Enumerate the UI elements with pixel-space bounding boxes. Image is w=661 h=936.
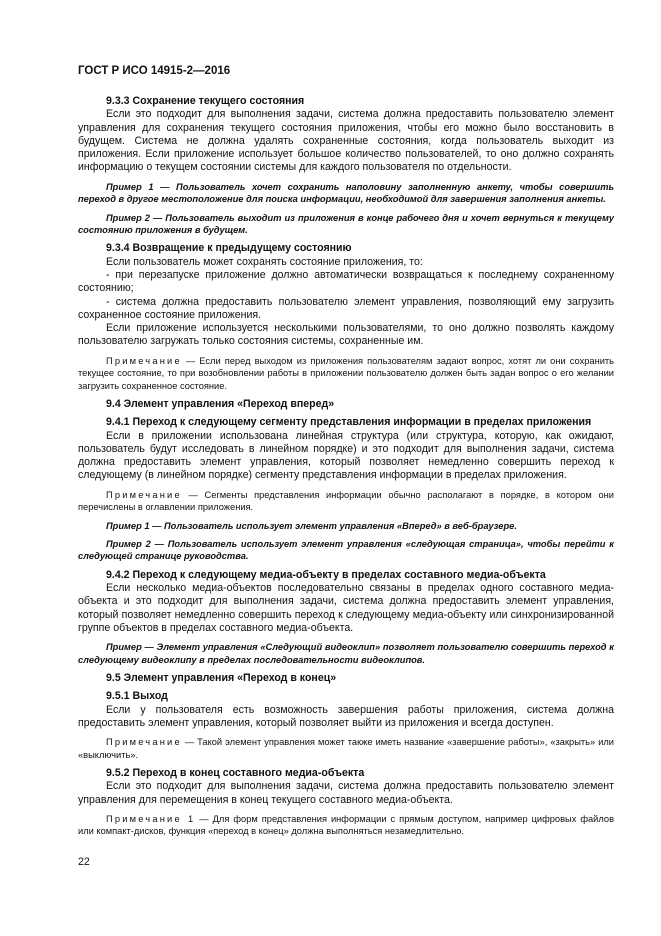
example: Пример 1 — Пользователь хочет сохранить наполовину заполненную анкету, чтобы совершить переход в другое местоположение для поиска информации, необходимой для завершения заполнения анкеты.	[78, 181, 614, 205]
note-text: — Для форм представления информации с прямым доступом, например цифровых файлов или компакт-дисков, функция «переход в конец» должна выполняться незамедлительно.	[78, 814, 615, 837]
page-content	[78, 95, 614, 838]
section-heading-9-4-1: 9.4.1 Переход к следующему сегменту представления информации в пределах приложения	[106, 416, 592, 429]
note-label: Примечание	[106, 355, 182, 366]
note	[78, 355, 614, 392]
example: Пример 2 — Пользователь выходит из приложения в конце рабочего дня и хочет вернуться к текущему состоянию приложения в будущем.	[78, 212, 614, 235]
section-heading-9-5-2: 9.5.2 Переход в конец составного медиа-объекта	[106, 767, 365, 780]
note-text: — Если перед выходом из приложения пользователям задают вопрос, хотят ли они сохранить текущее состояние, то при возобновлении работы в приложении пользователю должен быть задан вопрос о его желании загрузить сохраненное состояние.	[78, 355, 614, 391]
paragraph: Если это подходит для выполнения задачи, система должна предоставить пользователю элемент управления для перемещения в конец текущего составного медиа-объекта.	[78, 780, 614, 806]
section-heading-9-4: 9.4 Элемент управления «Переход вперед»	[106, 398, 335, 410]
example: Пример 2 — Пользователь использует элемент управления «следующая страница», чтобы перейти к следующей странице руководства.	[78, 539, 614, 562]
section-heading-9-3-4: 9.3.4 Возвращение к предыдущему состоянию	[106, 242, 352, 255]
paragraph: Если у пользователя есть возможность завершения работы приложения, система должна предоставить элемент управления, который позволяет выйти из приложения и всегда доступен.	[78, 703, 614, 729]
paragraph: Если это подходит для выполнения задачи, система должна предоставить пользователю элемент управления для сохранения текущего состояния приложения, чтобы его можно было восстановить в будущем. Система не должна удалять сохраненные состояния, когда пользователь выходит из приложения. Если приложение использует большое количество пользователей, то оно должно сохранять информацию о текущем состоянии системы для каждого пользователя по отдельности.	[78, 108, 614, 174]
example: Пример — Элемент управления «Следующий видеоклип» позволяет пользователю совершить переход к следующему видеоклипу в пределах последовательности видеоклипов.	[78, 642, 614, 665]
paragraph: Если несколько медиа-объектов последовательно связаны в пределах одного составного медиа-объекта и это подходит для выполнения задачи, система должна предоставить элемент управления, который позволяет немедленно совершить переход к следующему медиа-объекту или синхронизированной группе объектов в пределах составного медиа-объекта.	[78, 582, 614, 634]
section-heading-9-5-1: 9.5.1 Выход	[106, 690, 168, 703]
list-item: - система должна предоставить пользователю элемент управления, позволяющий ему загрузить сохраненное состояние приложения.	[78, 295, 614, 321]
paragraph: Если приложение используется несколькими пользователями, то оно должно позволять каждому пользователю загружать только состояния системы, сохраненные им.	[78, 322, 614, 348]
note	[78, 489, 614, 514]
note-text: — Сегменты представления информации обычно располагают в порядке, в котором они перечислены в оглавлении приложения.	[78, 489, 614, 513]
paragraph: Если в приложении использована линейная структура (или структура, которую, как ожидают, пользователь будут исследовать в линейном порядке) и это подходит для выполнения задачи, система должна предоставить элемент управления, который позволяет немедленно совершить переход к следующему (в линейном порядке) сегменту представления информации в пределах приложения.	[78, 429, 614, 482]
note-label: Примечание	[106, 737, 182, 748]
document-header: ГОСТ Р ИСО 14915-2—2016	[78, 65, 231, 77]
section-heading-9-3-3: 9.3.3 Сохранение текущего состояния	[106, 95, 305, 107]
section-heading-9-5: 9.5 Элемент управления «Переход в конец»	[106, 672, 337, 685]
note	[78, 736, 614, 761]
paragraph: Если пользователь может сохранять состояние приложения, то:	[106, 255, 423, 268]
note-text: — Такой элемент управления может также иметь название «завершение работы», «закрыть» или «выключить».	[78, 737, 614, 760]
section-heading-9-4-2: 9.4.2 Переход к следующему медиа-объекту в пределах составного медиа-объекта	[106, 568, 546, 581]
note-label: Примечание 1	[106, 814, 196, 824]
list-item: - при перезапуске приложение должно автоматически возвращаться к последнему сохраненному состоянию;	[78, 269, 614, 295]
note	[78, 813, 614, 838]
example: Пример 1 — Пользователь использует элемент управления «Вперед» в веб-браузере.	[106, 520, 517, 531]
note-label: Примечание	[106, 489, 182, 500]
page-number: 22	[78, 856, 90, 868]
